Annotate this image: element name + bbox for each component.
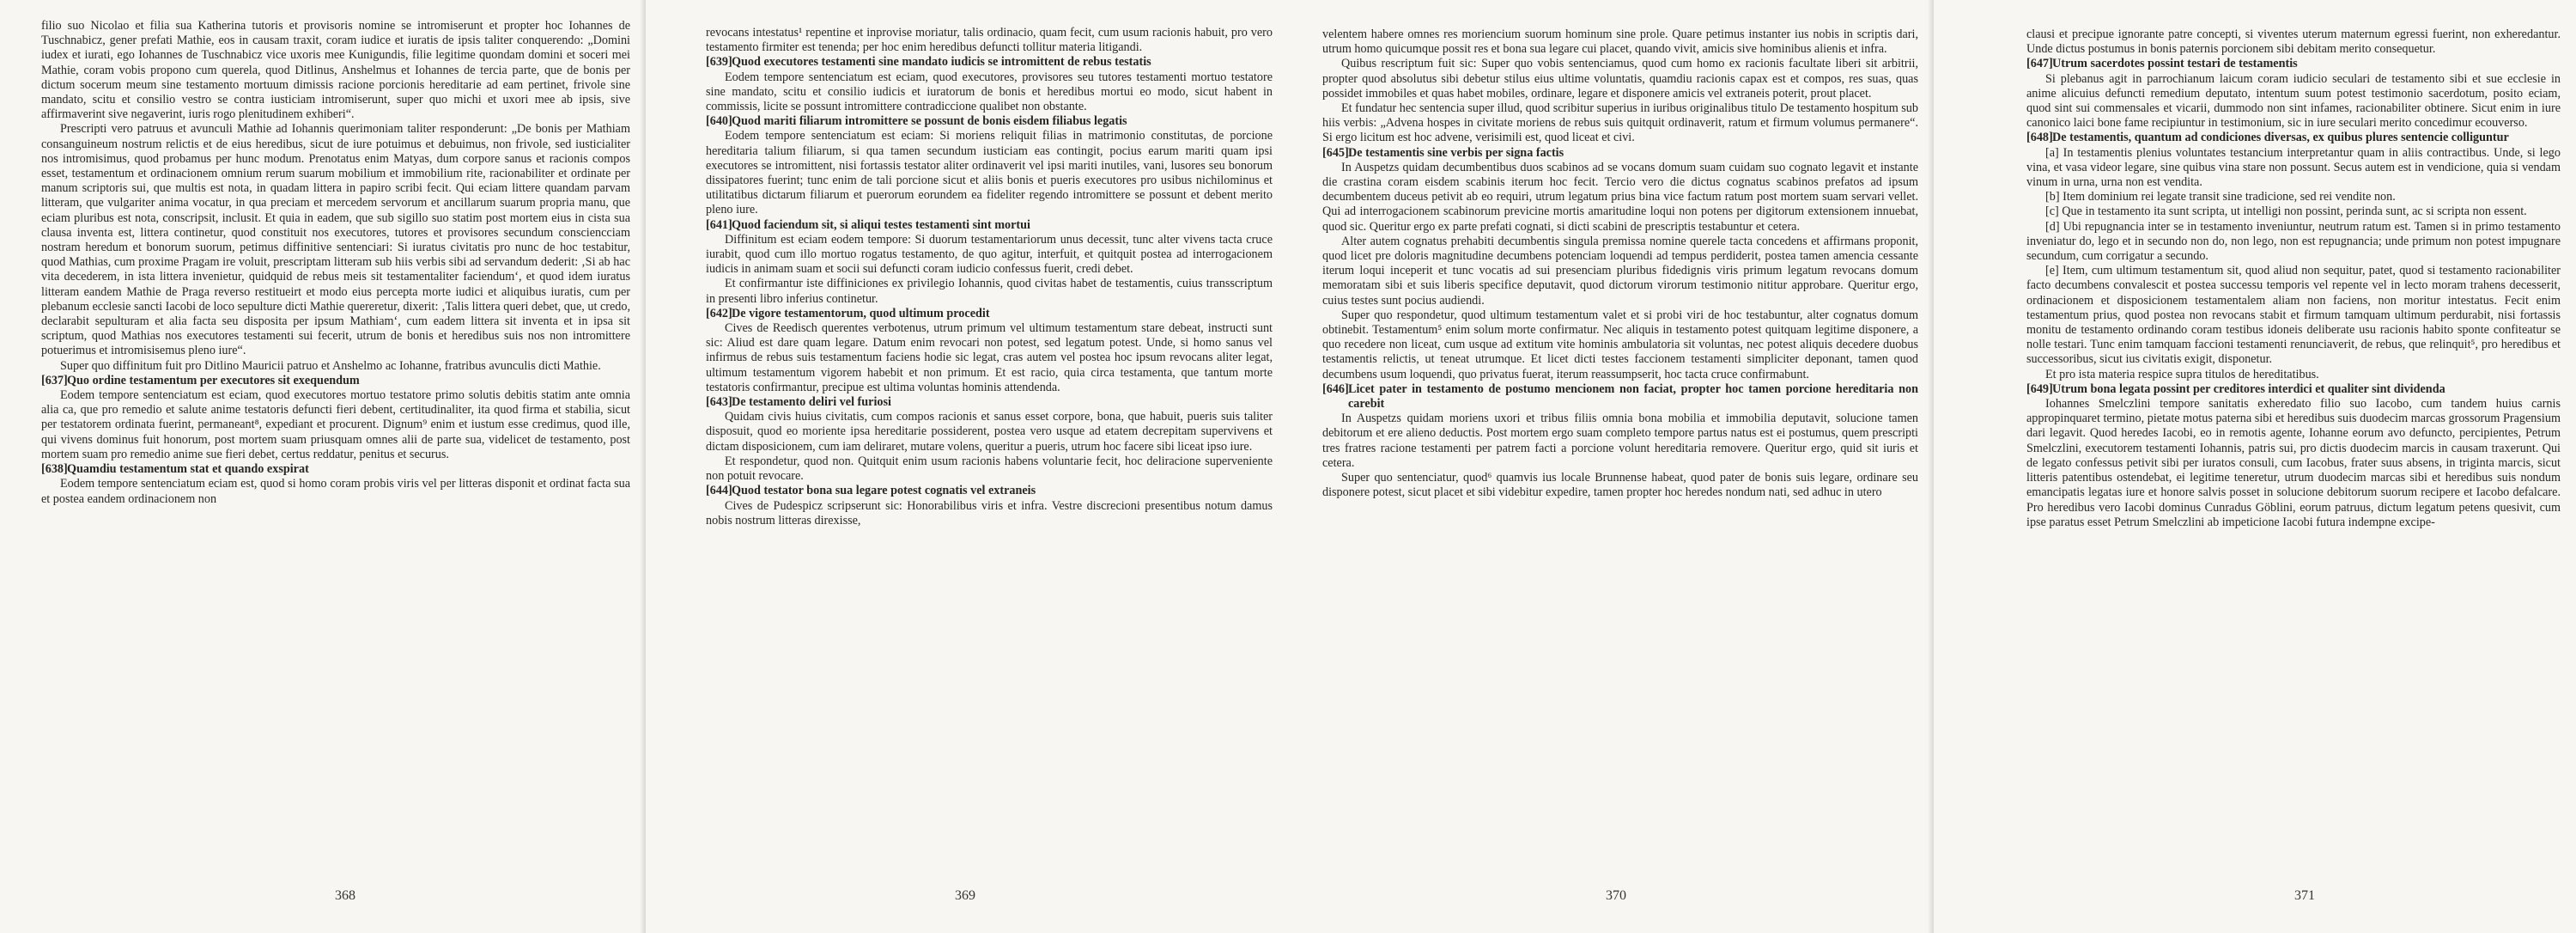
section-number: [645]	[1322, 145, 1349, 160]
paragraph: Quidam civis huius civitatis, cum compos racionis et sanus esset corpore, bona, que habuit, pueris suis taliter disposuit, quod eo moriente ipsa hereditarie possiderent, postea vero usque ad etatem decrepitam supervivens et dictam disposicionem, cum iam deliraret, mutare volens, queritur a pueris, utrum hoc facere sibi liceat ipso iure.	[706, 410, 1273, 454]
paragraph: Cives de Pudespicz scripserunt sic: Honorabilibus viris et infra. Vestre discrecioni presentibus notum damus nobis nostrum litteras direxisse,	[706, 498, 1273, 527]
paragraph: [d] Ubi repugnancia inter se in testamento inveniuntur, neutrum ratum est. Tamen si in primo testamento inveniatur do, lego et in secundo non do, non lego, non est repugnancia; unde primum non potest impugnare secundum, cum corrigatur a secundo.	[2026, 219, 2561, 264]
paragraph: In Auspetzs quidam decumbentibus duos scabinos ad se vocans domum suam cuidam suo cognato legavit et instante die crastina coram eisdem scabinis iterum hoc fecit. Tercio vero die dictus cognatus scabinos prefatos ad ipsum decumbentem duceus petivit ab eo requiri, utrum legatum prius bina vice factum ratum post mortem suam servari vellet. Qui ad interrogacionem scabinorum previcine mortis amaritudine loqui non potens per digitorum extensionem innuebat, quod sic. Queritur ergo ex parte prefati cognati, si dicti scabini de prescriptis testabuntur et cetera.	[1322, 160, 1918, 234]
section-number: [642]	[706, 306, 732, 320]
section-heading	[706, 307, 1273, 321]
section-title: Utrum bona legata possint per creditores interdici et qualiter sint dividenda	[2052, 381, 2445, 396]
section-number: [648]	[2026, 131, 2053, 145]
paragraph: clausi et precipue ignorante patre concepti, si viventes uterum maternum egressi fuerint, non exheredantur. Unde dictus postumus in bonis paternis porcionem sibi debitam merito consequetur.	[2026, 27, 2561, 57]
paragraph: Quibus rescriptum fuit sic: Super quo vobis sentenciamus, quod cum homo ex racionis facultate liberi sit arbitrii, propter quod absolutus sibi debetur stilus eius ultime voluntatis, quamdiu racionis capax est et compos, res suas, quas possidet immobiles et quas habet mobiles, ordinare, legare et disponere amicis vel extraneis poterit, prout placet.	[1322, 57, 1918, 101]
section-title: Quod mariti filiarum intromittere se possunt de bonis eisdem filiabus legatis	[732, 114, 1127, 129]
section-title: Licet pater in testamento de postumo mencionem non faciat, propter hoc tamen porcione hereditaria non carebit	[1348, 381, 1918, 412]
section-number: [644]	[706, 484, 732, 498]
section-title: Quo ordine testamentum per executores sit exequendum	[67, 373, 360, 387]
section-number: [638]	[41, 462, 68, 477]
page-text	[1322, 27, 1918, 501]
page-text	[706, 26, 1273, 528]
section-number: [646]	[1322, 381, 1349, 396]
paragraph: Super quo sentenciatur, quod⁶ quamvis ius locale Brunnense habeat, quod pater de bonis suis legare, ordinare seu disponere potest, sicut placet et sibi videbitur expedire, tamen propter hoc heredes nondum nati, sed adhuc in utero	[1322, 471, 1918, 500]
paragraph: Si plebanus agit in parrochianum laicum coram iudicio seculari de testamento sibi et sue ecclesie in anime alicuius defuncti remedium deputato, intentum suum potest testimonio sacerdotum, posito eciam, quod sint sui commensales et vicarii, dummodo non sint infames, racionabiliter obtinere. Sicut enim in iure canonico laici bone fame recipiuntur in testimonium, sic in iure seculari merito concedimur ecouverso.	[2026, 71, 2561, 131]
section-heading	[41, 374, 630, 388]
section-title: Quod executores testamenti sine mandato iudicis se intromittent de rebus testatis	[732, 55, 1151, 70]
page-368	[0, 0, 646, 933]
paragraph: revocans intestatus¹ repentine et inprovise moriatur, talis ordinacio, quam fecit, cum usum racionis habuit, pro vero testamento firmiter est tenenda; per hoc enim heredibus defuncti tollitur materia litigandi.	[706, 26, 1273, 55]
paragraph: Eodem tempore sentenciatum eciam est, quod si homo coram probis viris vel per litteras disponit et ordinat facta sua et postea eandem ordinacionem non	[41, 477, 630, 506]
paragraph: Eodem tempore sentenciatum est eciam, quod executores mortuo testatore primo solutis debitis statim ante omnia alia ca, que pro remedio et salute anime testatoris defuncti fieri debent, certitudinaliter, ita quod firma et stabilia, sicut per testatorem ordinata fuerint, permaneant⁸, expediant et procurent. Dignum⁹ enim et iustum esse credimus, quod ille, qui vivens dominus fuit honorum, post mortem suam priusquam omnes alii de parte sua, videlicet de testamento, post mortem suam pro remedio anime sue fieri debet, certus reddatur, penitus et securus.	[41, 388, 630, 461]
page-number: 370	[1606, 888, 1626, 903]
page-number: 368	[335, 888, 355, 903]
section-number: [647]	[2026, 57, 2053, 71]
section-number: [641]	[706, 217, 732, 232]
paragraph: Et fundatur hec sentencia super illud, quod scribitur superius in iuribus originalibus titulo De testamento hospitum sub hiis verbis: „Advena hospes in civitate moriens de rebus suis quitquit ordinaverit, ratum et firmum volumus permanere“. Si ergo licitum est hoc advene, verisimili est, quod liceat et civi.	[1322, 101, 1918, 145]
section-heading	[706, 114, 1273, 129]
page-369	[646, 0, 1288, 933]
section-heading	[1322, 146, 1918, 161]
paragraph: Eodem tempore sentenciatum est eciam: Si moriens reliquit filias in matrimonio constitutas, de porcione hereditaria talium filiarum, si qua tamen secundum iusticiam eas contingit, pocius earum mariti quam ipsi executores se intromittent, nisi fortassis testator aliter ordinaverit vel ipsi mariti inutiles, vani, lusores seu bonorum dissipatores fuerint; tunc enim de tali porcione sicut et aliis bonis et pueris executores pro usibus nichilominus et utilitatibus dictarum filiarum et puerorum eorundem ea fideliter regendo intromittere se possunt et debent merito pleno iure.	[706, 129, 1273, 217]
section-heading	[2026, 382, 2561, 397]
section-number: [639]	[706, 55, 732, 70]
paragraph: velentem habere omnes res moriencium suorum hominum sine prole. Quare petimus instanter ius nobis in scriptis dari, utrum homo quicumque possit res et bona sua legare cui placet, quando vivit, amicis sive hominibus alienis et infra.	[1322, 27, 1918, 57]
page-number: 371	[2294, 888, 2315, 903]
paragraph: filio suo Nicolao et filia sua Katherina tutoris et provisoris nomine se intromiserunt et propter hoc Iohannes de Tuschnabicz, gener prefati Mathie, eos in causam traxit, coram iudice et iuratis de ipsis taliter conquerendo: „Domini iudex et iurati, ego Iohannes de Tuschnabicz vice uxoris mee Kunigundis, filie legitime quondam domini et soceri mei Mathie, coram vobis propono cum querela, quod Ditlinus, Anshelmus et Iohannes de tercia parte, que de bonis per dictum socerum meum sine testamento mortuum dimissis racione porcionis hereditarie ad eam pertinet, frivole sine mandato, scitu et consilio vestro se contra iusticiam intromiserunt, super quo michi et uxori mee ab ipsis, sive affirmaverint sive negaverint, iuris rogo plenitudinem exhiberi“.	[41, 19, 630, 122]
paragraph: Prescripti vero patruus et avunculi Mathie ad Iohannis querimoniam taliter responderunt: „De bonis per Mathiam consanguineum nostrum relictis et de eius heredibus, sicut de iure potuimus et debuimus, non frivole, sed iusticialiter nos intromisimus, quod probamus per hunc modum. Prenotatus enim Matyas, dum corpore sanus et racionis compos esset, testamentum et ordinacionem omnium rerum suarum mobilium et immobilium rite, racionabiliter et ordinate per manum scriptoris sui, que multis est nota, in quadam littera in papiro scribi fecit. Qui eciam littere quandam parvam litteram, que vulgariter anima vocatur, in qua preciam et mercedem servorum et ancillarum suarum propria manu, que eciam pluribus est nota, conscripsit, inclusit. Et quia in eadem, que sub sigillo suo statim post mortem eius in cista sua clausa inventa est, littera continetur, quod constituit nos executores, tutores et provisores secundum consciencciam nostram heredum et bonorum suorum, petimus diffinitive sentenciari: Si iuratus civitatis pro nunc de hoc testabitur, quod Mathias, cum proxime Pragam ire voluit, prescriptam litteram sub hiis verbis sibi ad servandum dederit: ‚Si ab hac vita decederem, in ista littera invenietur, quidquid de rebus meis sit testamentaliter faciendum‘, et quod idem iuratus litteram eandem Mathie de Praga reverso restitueirt et modo eius percepta morte iudici et aliquibus iuratis, cum per plebanum ecclesie sancti Iacobi de loco sepulture dicti Mathie quereretur, dixerit: ‚Talis littera queri debet, que, ut credo, declarabit sepulturam et alia facta seu disposita per ipsum Mathiam‘, cum eadem littera sit inventa et in ipsa sit scriptum, quod Mathias nos executores testamenti sui fecerit, utrum de bonis et heredibus suis nos non intromittere potuerimus et intromisisemus pleno iure“.	[41, 122, 630, 358]
page-370	[1288, 0, 1934, 933]
section-heading	[2026, 131, 2561, 145]
paragraph: [e] Item, cum ultimum testamentum sit, quod aliud non sequitur, patet, quod si testamento racionabiliter facto decumbens convalescit et postea successu temporis vel repente vel in lecto moram trahens decesserit, ordinacionem et disposicionem testamentalem aliam non faciens, non moritur intestatus. Fecit enim testamentum prius, quod postea non revocans stabit et firmum tamquam ultimum perdurabit, nisi fortassis monitu de testamento ordinando coram testibus idoneis deliberate usu racionis habito sponte confiteatur se nolle testari. Tunc enim tamquam faccioni testamenti renunciaverit, de rebus, que relinquit⁵, pro heredibus et successoribus, sicut ius civitatis exigit, disponetur.	[2026, 264, 2561, 367]
page-number: 369	[955, 888, 975, 903]
section-number: [649]	[2026, 381, 2053, 396]
paragraph: Diffinitum est eciam eodem tempore: Si duorum testamentariorum unus decessit, tunc alter vivens tacta cruce iurabit, quod cum illo mortuo rogatus testamento, de quo agitur, interfuit, et quitquit postea ad interrogacionem iudicis in animam suam et socii sui defuncti coram iudicio confessus fuerit, credi debet.	[706, 232, 1273, 277]
paragraph: Et respondetur, quod non. Quitquit enim usum racionis habens voluntarie fecit, hoc deliracione superveniente non potuit revocare.	[706, 454, 1273, 484]
paragraph: Super quo diffinitum fuit pro Ditlino Mauricii patruo et Anshelmo ac Iohanne, fratribus avunculis dicti Mathie.	[60, 358, 601, 373]
paragraph: Alter autem cognatus prehabiti decumbentis singula premissa nomine querele tacta concedens et affirmans proponit, quod licet pre doloris magnitudine decumbens potenciam loquendi ad tempus perdiderit, postea tamen amencia cessante iterum loqui inceperit et tunc vocatis ad sui presenciam pluribus fidedignis viris primum legatum revocans domum memoratam sibi et suis liberis specifice deputavit, quod dictorum virorum testimonio nititur approbare. Queritur ergo, cuius testes sunt pocius audiendi.	[1322, 234, 1918, 308]
section-heading	[1322, 382, 1918, 412]
paragraph: [b] Item dominium rei legate transit sine tradicione, sed rei vendite non.	[2045, 190, 2396, 204]
paragraph: Iohannes Smelczlini tempore sanitatis exheredato filio suo Iacobo, cum tandem huius carnis appropinquaret termino, pietate motus paterna sibi et heredibus suis duodecim marcas grossorum Pragensium dari legavit. Quod heredes Iacobi, eo in remotis agente, Iohanne eorum avo defuncto, percipientes, Petrum Smelczlini, executorem testamenti Iohannis, patris sui, pro dictis duodecim marcis in causam traxerunt. Qui de legato confessus petivit sibi per iuratos consuli, cum Iacobus, frater suus absens, in triginta marcis, sicut litteris patentibus ostendebat, ei legitime teneretur, utrum duodecim marcas sibi et heredibus suis nondum emancipatis legatas iure et honore salvis posset in solucione debitorum suorum recipere et Iacobo defalcare. Pro heredibus vero Iacobi dominus Cunradus Göblini, eorum patruus, dictum legatum petens quesivit, cum ipse paratus esset Petrum Smelczlini ab impeticione Iacobi futura indempne excipe-	[2026, 397, 2561, 529]
section-title: De vigore testamentorum, quod ultimum procedit	[732, 306, 990, 320]
paragraph: [a] In testamentis plenius voluntates testancium interpretantur quam in aliis contractibus. Unde, si lego vina, et vasa videor legare, sine quibus vina stare non possunt. Secus autem est in vendicione, quia si vendam vinum in urna, urna non est vendita.	[2026, 145, 2561, 190]
paragraph: Et confirmantur iste diffiniciones ex privilegio Iohannis, quod civitas habet de testamentis, cuius transscriptum in presenti libro inferius continetur.	[706, 277, 1273, 306]
section-number: [637]	[41, 373, 68, 387]
section-title: Utrum sacerdotes possint testari de testamentis	[2052, 57, 2298, 71]
page-371	[1934, 0, 2576, 933]
section-title: De testamentis, quantum ad condiciones diversas, ex quibus plures sentencie colliguntur	[2052, 131, 2509, 145]
section-heading	[706, 55, 1273, 70]
section-number: [640]	[706, 114, 732, 129]
paragraph: [c] Que in testamento ita sunt scripta, ut intelligi non possint, perinda sunt, ac si scripta non essent.	[2045, 204, 2527, 219]
section-heading	[706, 484, 1273, 498]
page-text	[41, 19, 630, 507]
paragraph: Super quo respondetur, quod ultimum testamentum valet et si probi viri de hoc testabuntur, alter cognatus domum obtinebit. Testamentum⁵ enim solum morte confirmatur. Nec aliquis in testamento potest quitquam legitime disponere, a quo recedere non liceat, cum usque ad extitum vite hominis ambulatoria sit voluntas, nec potest aliquis decedere duobus testamentis relictis, ut teneat utrumque. Et licet dicti testes faccionem testamenti simpliciter deponant, tamen quod decumbens usum loquendi, quo privatus fuerat, iterum reassumpserit, hoc tacta cruce confirmabunt.	[1322, 308, 1918, 381]
paragraph: Cives de Reedisch querentes verbotenus, utrum primum vel ultimum testamentum stare debeat, instructi sunt sic: Aliud est dare quam legare. Datum enim revocari non potest, sed legatum potest. Unde, si homo sanus vel infirmus de rebus suis testamentum faciens hodie sic legat, cras autem vel postea hoc ipsum revocans aliter legat, ultimum testamentum vigorem habebit et non primum. Et est racio, quia circa testamenta, que tantum morte testatoris confirmantur, precipue est ultima voluntas hominis attendenda.	[706, 321, 1273, 394]
paragraph: In Auspetzs quidam moriens uxori et tribus filiis omnia bona mobilia et immobilia deputavit, solucione tamen debitorum et ere alieno deductis. Post mortem ergo suam completo tempore partus natus est ei postumus, quem prescripti tres fratres racione testamenti per patrem facti a porcione volunt hereditaria removere. Queritur ergo, quid sit iuris et cetera.	[1322, 412, 1918, 470]
section-heading	[706, 218, 1273, 233]
section-title: Quamdiu testamentum stat et quando exspirat	[67, 462, 309, 477]
section-heading	[2026, 57, 2561, 71]
section-title: De testamentis sine verbis per signa factis	[1348, 145, 1564, 160]
section-number: [643]	[706, 395, 732, 410]
paragraph: Et pro ista materia respice supra titulos de hereditatibus.	[2045, 367, 2319, 381]
section-title: Quod faciendum sit, si aliqui testes testamenti sint mortui	[732, 217, 1030, 232]
page-text	[2026, 27, 2561, 530]
section-heading	[41, 462, 630, 477]
section-heading	[706, 395, 1273, 410]
section-title: Quod testator bona sua legare potest cognatis vel extraneis	[732, 484, 1036, 498]
section-title: De testamento deliri vel furiosi	[732, 395, 891, 410]
paragraph: Eodem tempore sentenciatum est eciam, quod executores, provisores seu tutores testamenti mortuo testatore sine mandato, scitu et consilio iudicis et iuratorum de bonis et heredibus mortui eo modo, sicut habent in commissis, licite se possunt intromittere contradiccione qualibet non obstante.	[706, 70, 1273, 114]
